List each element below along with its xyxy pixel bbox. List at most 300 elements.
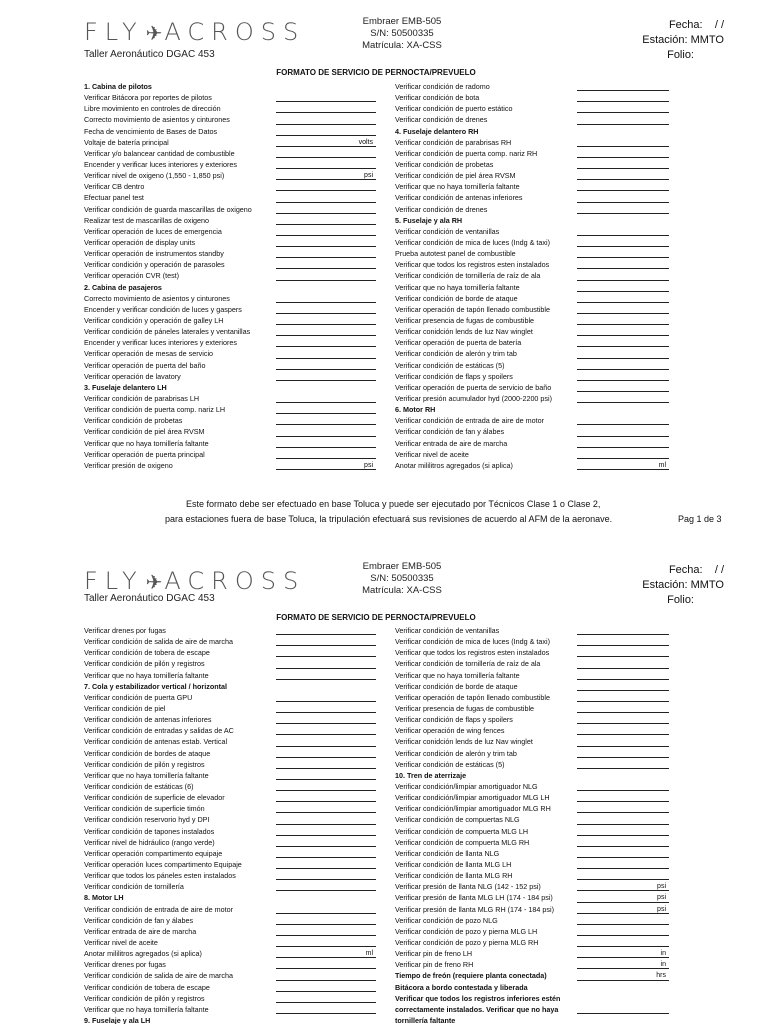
checklist-item-label: Verificar operación compartimento equipaje	[84, 848, 223, 858]
checklist-blank-field[interactable]	[577, 725, 669, 735]
checklist-item	[395, 371, 669, 382]
checklist-blank-field[interactable]	[577, 748, 669, 758]
checklist-item-label: Verificar condición de tornillería de raíz de ala	[395, 659, 541, 669]
checklist-blank-field[interactable]	[276, 103, 376, 113]
checklist-blank-field[interactable]	[577, 859, 669, 869]
checklist-blank-field[interactable]	[577, 382, 669, 392]
checklist-blank-field[interactable]	[276, 170, 376, 180]
checklist-item-label: Verificar condición de tornillería de raíz de ala	[395, 271, 541, 281]
aircraft-info	[360, 16, 444, 52]
checklist-blank-field[interactable]	[577, 1004, 669, 1014]
checklist-item-label: Verificar condición de puerta comp. nariz RH	[395, 148, 538, 158]
checklist-item	[395, 970, 669, 981]
checklist-blank-field[interactable]	[276, 371, 376, 381]
checklist-blank-field[interactable]	[577, 259, 669, 269]
checklist-blank-field[interactable]	[577, 959, 669, 969]
checklist-item	[395, 382, 669, 393]
checklist-blank-field[interactable]	[577, 781, 669, 791]
checklist-item	[395, 636, 669, 647]
checklist-blank-field[interactable]	[276, 293, 376, 303]
checklist-item	[84, 360, 376, 371]
checklist-blank-field[interactable]	[276, 670, 376, 680]
checklist-item	[395, 870, 669, 881]
checklist-item	[395, 159, 669, 170]
checklist-item	[84, 337, 376, 348]
checklist-blank-field[interactable]	[276, 815, 376, 825]
checklist-item-label: Verificar operación de puerta del baño	[84, 360, 206, 370]
checklist-item	[395, 904, 669, 915]
section-header	[84, 282, 376, 293]
checklist-blank-field[interactable]	[577, 170, 669, 180]
checklist-item-label: Verificar condición de antenas inferiores	[84, 715, 212, 725]
checklist-item	[84, 625, 376, 636]
checklist-item-label: Verificar presión de llanta MLG RH (174 - 184 psi)	[395, 904, 554, 914]
checklist-blank-field[interactable]	[276, 748, 376, 758]
checklist-item	[84, 670, 376, 681]
checklist-item-label: Verificar nivel de aceite	[84, 937, 158, 947]
checklist-item-label: Verificar entrada de aire de marcha	[84, 926, 197, 936]
checklist-item-label: Fecha de vencimiento de Bases de Datos	[84, 126, 218, 136]
checklist-blank-field[interactable]	[276, 1004, 376, 1014]
checklist-item	[395, 181, 669, 192]
checklist-blank-field[interactable]	[276, 659, 376, 669]
checklist-item	[84, 304, 376, 315]
checklist-blank-field[interactable]	[577, 337, 669, 347]
checklist-blank-field[interactable]	[577, 304, 669, 314]
checklist-item	[395, 926, 669, 937]
checklist-item	[395, 959, 669, 970]
checklist-item	[84, 970, 376, 981]
checklist-item	[84, 826, 376, 837]
checklist-blank-field[interactable]	[577, 681, 669, 691]
checklist-blank-field[interactable]	[276, 904, 376, 914]
checklist-item-label: Verificar condición de alerón y trim tab	[395, 748, 517, 758]
unit-label: in	[660, 961, 666, 969]
checklist-item	[84, 126, 376, 137]
checklist-blank-field[interactable]	[276, 193, 376, 203]
checklist-item-label: Verificar condición de tapones instalados	[84, 826, 215, 836]
checklist-item-label: Verificar condición de probetas	[84, 416, 183, 426]
checklist-item-label: Verificar entrada de aire de marcha	[395, 438, 508, 448]
checklist-blank-field[interactable]	[577, 282, 669, 292]
checklist-item	[395, 625, 669, 636]
checklist-blank-field[interactable]	[276, 226, 376, 236]
section-header	[395, 770, 669, 781]
checklist-item-label: Verificar condición de radomo	[395, 82, 490, 91]
checklist-blank-field[interactable]	[577, 714, 669, 724]
checklist-blank-field[interactable]	[577, 81, 669, 91]
checklist-item-label: Verificar condición de pilón y registros	[84, 759, 205, 769]
checklist-item	[84, 881, 376, 892]
checklist-item	[84, 92, 376, 103]
checklist-item-label: Verificar condición de pozo y pierna MLG LH	[395, 926, 538, 936]
checklist-item-label: Verificar condición de borde de ataque	[395, 681, 518, 691]
checklist-blank-field[interactable]	[577, 937, 669, 947]
checklist-item-label: Verificar condición de drenes	[395, 204, 488, 214]
checklist-blank-field[interactable]	[276, 692, 376, 702]
checklist-blank-field[interactable]	[577, 915, 669, 925]
checklist-item-label: Verificar condición de parabrisas LH	[84, 393, 200, 403]
checklist-item-label: Verificar condición/limpiar amortiguador MLG RH	[395, 804, 551, 814]
checklist-item-label: Efectuar panel test	[84, 193, 144, 203]
checklist-item	[395, 259, 669, 270]
section-title: 6. Motor RH	[395, 405, 436, 415]
checklist-blank-field[interactable]	[276, 360, 376, 370]
checklist-blank-field[interactable]	[577, 815, 669, 825]
checklist-item	[395, 681, 669, 692]
checklist-item	[84, 781, 376, 792]
checklist-blank-field[interactable]	[276, 725, 376, 735]
checklist-blank-field[interactable]	[577, 103, 669, 113]
checklist-item	[84, 714, 376, 725]
form-title: FORMATO DE SERVICIO DE PERNOCTA/PREVUELO	[276, 613, 476, 622]
checklist-blank-field[interactable]	[276, 959, 376, 969]
checklist-item-label: Verificar condición de páneles laterales y ventanillas	[84, 327, 251, 337]
checklist-blank-field[interactable]	[276, 837, 376, 847]
checklist-item	[395, 670, 669, 681]
checklist-blank-field[interactable]	[577, 904, 669, 914]
checklist-item-label: Verificar presión de oxigeno	[84, 460, 173, 470]
checklist-blank-field[interactable]	[276, 636, 376, 646]
checklist-blank-field[interactable]	[276, 971, 376, 981]
checklist-blank-field[interactable]	[276, 148, 376, 158]
checklist-item	[395, 814, 669, 825]
checklist-item	[395, 360, 669, 371]
checklist-blank-field[interactable]	[577, 371, 669, 381]
checklist-blank-field[interactable]	[276, 427, 376, 437]
checklist-blank-field[interactable]	[577, 881, 669, 891]
checklist-blank-field[interactable]	[577, 226, 669, 236]
checklist-blank-field[interactable]	[276, 337, 376, 347]
checklist-item-label: Verificar condición de superficie de elevador	[84, 793, 225, 803]
checklist-item	[84, 959, 376, 970]
checklist-item	[84, 438, 376, 449]
checklist-item	[84, 770, 376, 781]
checklist-item-label: Verificar condición de llanta MLG LH	[395, 859, 512, 869]
checklist-item-label: Verificar operación de tapón llenado combustible	[395, 304, 551, 314]
checklist-blank-field[interactable]	[577, 349, 669, 359]
unit-label: ml	[658, 461, 666, 469]
checklist-item-label: Verificar condición de drenes	[395, 115, 488, 125]
checklist-blank-field[interactable]	[276, 393, 376, 403]
checklist-blank-field[interactable]	[577, 193, 669, 203]
checklist-item-label: Verificar operación de instrumentos standby	[84, 249, 224, 259]
checklist-item	[395, 792, 669, 803]
checklist-item-label: Verificar condición de puerta GPU	[84, 692, 193, 702]
checklist-item	[84, 814, 376, 825]
estacion-line: Estación: MMTO	[642, 579, 724, 591]
checklist-item	[84, 647, 376, 658]
fecha-line: Fecha: / /	[668, 564, 724, 576]
checklist-blank-field[interactable]	[577, 670, 669, 680]
checklist-blank-field[interactable]	[577, 703, 669, 713]
aircraft-model: Embraer EMB-505	[362, 561, 442, 572]
checklist-blank-field[interactable]	[577, 826, 669, 836]
checklist-item-label: Verificar condición de superficie timón	[84, 804, 205, 814]
checklist-item-label: Verificar condición de pozo y pierna MLG RH	[395, 937, 539, 947]
checklist-blank-field[interactable]	[276, 625, 376, 635]
checklist-blank-field[interactable]	[276, 204, 376, 214]
checklist-blank-field[interactable]	[276, 982, 376, 992]
checklist-blank-field[interactable]	[577, 647, 669, 657]
checklist-blank-field[interactable]	[577, 415, 669, 425]
checklist-blank-field[interactable]	[276, 926, 376, 936]
checklist-blank-field[interactable]	[577, 159, 669, 169]
checklist-blank-field[interactable]	[577, 759, 669, 769]
checklist-item	[84, 937, 376, 948]
checklist-item	[84, 248, 376, 259]
checklist-item	[84, 449, 376, 460]
checklist-item-label: Verificar que no haya tornillería faltante	[395, 670, 520, 680]
checklist-item	[84, 348, 376, 359]
checklist-blank-field[interactable]	[276, 881, 376, 891]
checklist-blank-field[interactable]	[276, 349, 376, 359]
checklist-item-label: Verificar condición de guarda mascarillas de oxigeno	[84, 204, 252, 214]
section-header	[395, 404, 669, 415]
checklist-item-label: Verificar condición/limpiar amortiguador MLG LH	[395, 793, 550, 803]
checklist-column-left	[84, 81, 376, 471]
checklist-item	[395, 348, 669, 359]
checklist-item	[395, 803, 669, 814]
unit-label: volts	[358, 138, 373, 146]
checklist-item-label: Verificar que todos los registros esten instalados	[395, 648, 550, 658]
checklist-item	[84, 870, 376, 881]
checklist-item-label: Correcto movimiento de asientos y cinturones	[84, 293, 230, 303]
checklist-blank-field[interactable]	[276, 115, 376, 125]
checklist-blank-field[interactable]	[577, 181, 669, 191]
checklist-item	[84, 326, 376, 337]
footer-note-line-2: para estaciones fuera de base Toluca, la tripulación efectuará sus revisiones de acuerdo al AFM de la aeronave.	[165, 514, 613, 524]
checklist-item-label: Verificar que todos los páneles esten instalados	[84, 871, 236, 881]
checklist-blank-field[interactable]	[577, 636, 669, 646]
checklist-item	[84, 792, 376, 803]
checklist-item	[395, 248, 669, 259]
checklist-blank-field[interactable]	[577, 449, 669, 459]
checklist-blank-field[interactable]	[276, 714, 376, 724]
checklist-blank-field[interactable]	[276, 126, 376, 136]
checklist-blank-field[interactable]	[577, 737, 669, 747]
checklist-blank-field[interactable]	[276, 181, 376, 191]
checklist-item	[395, 937, 669, 948]
checklist-item	[395, 226, 669, 237]
checklist-blank-field[interactable]	[577, 315, 669, 325]
checklist-item-label: Verificar condición de alerón y trim tab	[395, 349, 517, 359]
checklist-item-label: Verificar condición de entrada de aire de motor	[84, 904, 234, 914]
checklist-item-label: Verificar que no haya tornillería faltante	[84, 1004, 209, 1014]
checklist-item-label: Verificar condición de piel área RVSM	[84, 427, 205, 437]
checklist-blank-field[interactable]	[276, 326, 376, 336]
checklist-blank-field[interactable]	[577, 893, 669, 903]
checklist-blank-field[interactable]	[276, 859, 376, 869]
checklist-blank-field[interactable]	[276, 848, 376, 858]
unit-label: psi	[364, 461, 373, 469]
checklist-item-label: Verificar drenes por fugas	[84, 626, 166, 635]
checklist-blank-field[interactable]	[276, 404, 376, 414]
checklist-blank-field[interactable]	[577, 948, 669, 958]
checklist-blank-field[interactable]	[276, 271, 376, 281]
checklist-item-label: Verificar operación CVR (test)	[84, 271, 180, 281]
checklist-blank-field[interactable]	[276, 92, 376, 102]
checklist-blank-field[interactable]	[577, 204, 669, 214]
checklist-item	[84, 703, 376, 714]
checklist-item-label: Verificar condición de flaps y spoilers	[395, 371, 513, 381]
checklist-item-label: Verificar y/o balancear cantidad de combustible	[84, 148, 235, 158]
checklist-blank-field[interactable]	[276, 759, 376, 769]
checklist-blank-field[interactable]	[276, 415, 376, 425]
checklist-blank-field[interactable]	[276, 770, 376, 780]
checklist-blank-field[interactable]	[276, 937, 376, 947]
checklist-item-label: Verificar condición de bota	[395, 93, 480, 103]
checklist-item	[395, 114, 669, 125]
checklist-blank-field[interactable]	[276, 647, 376, 657]
checklist-blank-field[interactable]	[577, 971, 669, 981]
checklist-item-label: Verificar condición de pilón y registros	[84, 993, 205, 1003]
checklist-blank-field[interactable]	[577, 137, 669, 147]
checklist-item	[395, 993, 669, 1024]
checklist-item-label: Verificar pin de freno RH	[395, 960, 474, 970]
checklist-item	[395, 148, 669, 159]
checklist-blank-field[interactable]	[276, 781, 376, 791]
checklist-item-label: Verificar condición de entradas y salidas de AC	[84, 726, 234, 736]
checklist-blank-field[interactable]	[577, 460, 669, 470]
checklist-blank-field[interactable]	[577, 438, 669, 448]
checklist-blank-field[interactable]	[577, 360, 669, 370]
checklist-blank-field[interactable]	[577, 326, 669, 336]
checklist-item	[84, 215, 376, 226]
checklist-blank-field[interactable]	[577, 393, 669, 403]
checklist-item	[395, 426, 669, 437]
aircraft-model: Embraer EMB-505	[362, 16, 442, 27]
checklist-blank-field[interactable]	[577, 248, 669, 258]
form-title: FORMATO DE SERVICIO DE PERNOCTA/PREVUELO	[276, 68, 476, 77]
checklist-blank-field[interactable]	[577, 848, 669, 858]
checklist-item	[84, 1004, 376, 1015]
checklist-blank-field[interactable]	[276, 948, 376, 958]
checklist-blank-field[interactable]	[577, 148, 669, 158]
checklist-blank-field[interactable]	[276, 826, 376, 836]
footer-note-line-1: Este formato debe ser efectuado en base Toluca y puede ser ejecutado por Técnicos Clase 1 o Clase 2,	[186, 499, 601, 509]
workshop-label: Taller Aeronáutico DGAC 453	[84, 593, 215, 604]
checklist-item	[395, 647, 669, 658]
checklist-blank-field[interactable]	[276, 870, 376, 880]
checklist-blank-field[interactable]	[276, 237, 376, 247]
checklist-blank-field[interactable]	[577, 837, 669, 847]
checklist-item	[395, 826, 669, 837]
checklist-item-label: Verificar condición de piel área RVSM	[395, 171, 516, 181]
checklist-blank-field[interactable]	[577, 92, 669, 102]
checklist-item-label: Verificar condición de fan y álabes	[84, 915, 194, 925]
folio-line: Folio:	[667, 49, 694, 61]
checklist-blank-field[interactable]	[276, 460, 376, 470]
checklist-blank-field[interactable]	[276, 438, 376, 448]
checklist-item-label: Verificar que no haya tornillería faltante	[84, 770, 209, 780]
checklist-blank-field[interactable]	[577, 659, 669, 669]
checklist-blank-field[interactable]	[577, 803, 669, 813]
checklist-item	[395, 81, 669, 92]
checklist-blank-field[interactable]	[276, 703, 376, 713]
checklist-blank-field[interactable]	[276, 159, 376, 169]
checklist-item	[395, 337, 669, 348]
checklist-item-label: Verificar condición y operación de parasoles	[84, 260, 225, 270]
checklist-blank-field[interactable]	[577, 926, 669, 936]
checklist-item	[84, 415, 376, 426]
checklist-blank-field[interactable]	[276, 803, 376, 813]
checklist-blank-field[interactable]	[577, 692, 669, 702]
checklist-item-label: Verificar presión acumulador hyd (2000-2200 psi)	[395, 393, 553, 403]
estacion-line: Estación: MMTO	[642, 34, 724, 46]
checklist-item-label: Verificar condición de antenas inferiores	[395, 193, 523, 203]
checklist-item-label: Verificar operación de puerta de servicio de baño	[395, 382, 552, 392]
checklist-blank-field[interactable]	[276, 449, 376, 459]
checklist-item-label: Verificar que no haya tornillería faltante	[395, 182, 520, 192]
checklist-blank-field[interactable]	[577, 792, 669, 802]
checklist-item-label: Verificar nivel de aceite	[395, 449, 469, 459]
checklist-blank-field[interactable]	[577, 625, 669, 635]
checklist-item	[84, 204, 376, 215]
checklist-blank-field[interactable]	[276, 915, 376, 925]
checklist-item	[395, 460, 669, 471]
checklist-item	[84, 237, 376, 248]
checklist-blank-field[interactable]	[276, 304, 376, 314]
checklist-item	[84, 114, 376, 125]
checklist-blank-field[interactable]	[577, 293, 669, 303]
checklist-blank-field[interactable]	[577, 870, 669, 880]
checklist-item-label: Verificar nivel de oxigeno (1,550 - 1,850 psi)	[84, 171, 225, 181]
checklist-item-label: Verificar condición de tobera de escape	[84, 982, 210, 992]
checklist-column-right	[395, 81, 669, 471]
checklist-item	[395, 714, 669, 725]
checklist-blank-field[interactable]	[577, 115, 669, 125]
flyacross-logo: FLY ✈ACROSS	[84, 18, 306, 46]
checklist-blank-field[interactable]	[276, 259, 376, 269]
checklist-blank-field[interactable]	[276, 315, 376, 325]
section-title: 3. Fuselaje delantero LH	[84, 382, 167, 392]
checklist-item-label: Verificar operación de tapón llenado combustible	[395, 692, 551, 702]
section-title: 9. Fuselaje y ala LH	[84, 1015, 151, 1024]
checklist-item-label: Verificar condición reservorio hyd y DPI	[84, 815, 210, 825]
checklist-item-label: Prueba autotest panel de combustible	[395, 249, 516, 259]
checklist-blank-field[interactable]	[276, 993, 376, 1003]
checklist-item-label: Verificar que no haya tornillería faltante	[84, 670, 209, 680]
checklist-blank-field[interactable]	[276, 248, 376, 258]
checklist-item-label: Verificar condición de estáticas (5)	[395, 360, 505, 370]
checklist-blank-field[interactable]	[276, 215, 376, 225]
checklist-item	[395, 326, 669, 337]
checklist-blank-field[interactable]	[577, 271, 669, 281]
checklist-item	[395, 703, 669, 714]
checklist-item	[84, 636, 376, 647]
section-title: 1. Cabina de pilotos	[84, 82, 152, 91]
checklist-item-label: Verificar condición de pozo NLG	[395, 915, 498, 925]
checklist-blank-field[interactable]	[577, 237, 669, 247]
checklist-item-label: Tiempo de freón (requiere planta conectada)	[395, 971, 547, 981]
checklist-blank-field[interactable]	[577, 427, 669, 437]
checklist-item-label: Verificar que todos los registros inferiores estén correctamente instalados. Verificar que no haya tornillería faltante	[395, 993, 561, 1024]
checklist-blank-field[interactable]	[276, 792, 376, 802]
unit-label: hrs	[656, 972, 666, 980]
checklist-item-label: Verificar presión de llanta NLG (142 - 152 psi)	[395, 882, 541, 892]
checklist-column-left	[84, 625, 376, 1024]
checklist-item	[395, 304, 669, 315]
checklist-item	[395, 837, 669, 848]
checklist-item	[395, 204, 669, 215]
checklist-item-label: Verificar operación luces compartimento Equipaje	[84, 859, 242, 869]
checklist-item-label: Bitácora a bordo contestada y liberada	[395, 982, 528, 992]
unit-label: psi	[657, 883, 666, 891]
checklist-blank-field[interactable]	[276, 737, 376, 747]
checklist-item-label: Encender y verificar condición de luces y gaspers	[84, 304, 242, 314]
checklist-item	[395, 736, 669, 747]
